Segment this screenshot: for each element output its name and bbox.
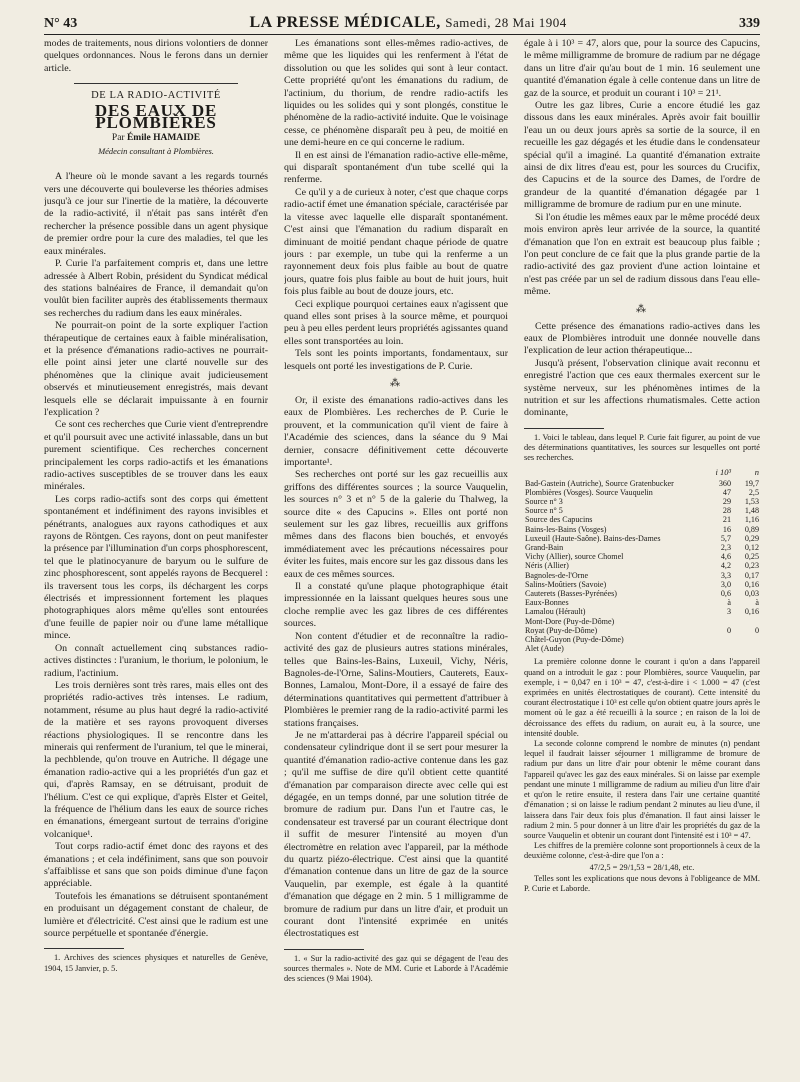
- table-cell-n: 19,7: [744, 478, 759, 488]
- column-1: [44, 38, 268, 1062]
- table-cell-n: 0,12: [744, 543, 759, 553]
- table-cell-n: [732, 635, 760, 644]
- table-cell-source: Source n° 3: [525, 497, 563, 506]
- table-cell-n: à: [755, 598, 759, 608]
- table-row: [524, 534, 760, 543]
- table-row: [524, 635, 760, 644]
- table-cell-source: Source n° 5: [525, 506, 563, 516]
- paragraph: Tels sont les points importants, fondamentaux, sur lesquels ont porté les investigations de P. Curie.: [284, 348, 508, 372]
- table-cell-i: 360: [718, 478, 731, 488]
- table-row: [524, 617, 760, 626]
- paragraph: Les corps radio-actifs sont des corps qui émettent spontanément et indéfiniment des rayons invisibles et pénétrants, analogues aux rayons cathodiques et aux rayons de Röntgen. Ces rayons, dont on peut manifester la présence par l'illumination d'un corps phosphorescent, tel que le platinocyanure de baryum ou le sulfure de zinc phosphorescent, sont appelés rayons de Becquerel : ils traversent tous les corps, ils déchargent les corps électrisés et impressionnent fortement les plaques photographiques alors même qu'elles sont entourées d'une feuille de papier noir ou d'une lame métallique mince.: [44, 493, 268, 642]
- table-cell-source: Néris (Allier): [525, 561, 569, 571]
- paragraph: Non content d'étudier et de reconnaître la radio-activité des gaz de plusieurs autres stations minérales, telles que Bains-les-Bains, Luxeuil, Vichy, Néris, Bagnoles-de-l'Orne, Salins-Moutiers, Cauterets, Eaux-Bonnes, Lamalou, Mont-Dore, il a essayé de faire des déterminations quantitatives qui permettent d'attribuer à Plombières le premier rang de la radio-activité parmi les stations françaises.: [284, 630, 508, 729]
- table-row: [524, 561, 760, 570]
- table-cell-n: [732, 617, 760, 626]
- proportion-formula: 47/2,5 = 29/1,53 = 28/1,48, etc.: [589, 862, 695, 872]
- paragraph: On connaît actuellement cinq substances radio-actives distinctes : l'uranium, le thorium, le polonium, le radium, l'actinium.: [44, 642, 268, 679]
- table-cell-source: Source des Capucins: [525, 515, 593, 525]
- paragraph: Or, il existe des émanations radio-actives dans les eaux de Plombières. Les recherches de P. Curie le prouvent, et la communication qu'il vient de faire à l'Académie des sciences, dans la séance du 9 Mai dernier, consacre définitivement cette découverte importante¹.: [284, 394, 508, 468]
- table-cell-source: Châtel-Guyon (Puy-de-Dôme): [525, 635, 624, 645]
- table-header-n: n: [754, 467, 759, 478]
- table-cell-source: Cauterets (Basses-Pyrénées): [525, 589, 617, 599]
- section-separator-stars: ⁂: [636, 303, 648, 315]
- author-affiliation: Médecin consultant à Plombières.: [98, 145, 214, 156]
- article-kicker: DE LA RADIO-ACTIVITÉ: [91, 90, 221, 102]
- table-cell-i: 47: [722, 487, 731, 497]
- table-cell-source: Bains-les-Bains (Vosges): [525, 524, 607, 534]
- paragraph: Cette présence des émanations radio-actives dans les eaux de Plombières introduit une donnée nouvelle dans l'explication de leur action thérapeutique...: [524, 320, 760, 357]
- article-divider: [74, 83, 238, 84]
- paragraph: Il a constaté qu'une plaque photographique était impressionnée en la laissant quelques heures sous une cloche remplie avec les gaz libres de ces différentes sources.: [284, 581, 508, 630]
- paragraph: A l'heure où le monde savant a les regards tournés vers une découverte qui bouleverse les théories admises jusqu'à ce jour sur l'inertie de la matière, la découverte de la radio-activité, il n'était pas sans intérêt d'en rechercher la présence possible dans un agent physique de premier ordre pour la cure des maladies, tel que les eaux minérales.: [44, 171, 268, 257]
- paragraph: Tout corps radio-actif émet donc des rayons et des émanations ; et cela indéfiniment, sans que son pouvoir s'affaiblisse et sans que son poids diminue d'une façon appréciable.: [44, 841, 268, 890]
- table-row: [524, 543, 760, 552]
- paragraph: Les émanations sont elles-mêmes radio-actives, de même que les liquides qui les renferment à l'état de dissolution ou que les solides qui sont à leur contact. Cette propriété qu'ont les émanations du radium, de l'actinium, du thorium, de rendre radio-actifs les liquides ou les solides qui y sont plongés, constitue le phénomène de la radio-activité induite. Que le voisinage cesse, ce phénomène disparaît peu à peu, de moitié en une demi-heure en ce qui concerne le radium.: [284, 38, 508, 149]
- table-cell-source: Alet (Aude): [525, 644, 564, 654]
- table-cell-i: [704, 644, 732, 653]
- table-cell-source: Lamalou (Hérault): [525, 607, 586, 617]
- table-cell-n: 2,5: [748, 487, 759, 497]
- table-row: [524, 497, 760, 506]
- page-header: [44, 10, 760, 35]
- paragraph: P. Curie l'a parfaitement compris et, dans une lettre adressée à Albert Robin, président du Syndicat médical des stations balnéaires de France, il demandait qu'on voulût bien faciliter auprès des établissements thermaux ses recherches du radium dans les eaux minérales.: [44, 258, 268, 319]
- table-row: [524, 580, 760, 589]
- table-cell-n: 1,16: [744, 515, 759, 525]
- table-cell-source: Salins-Moûtiers (Savoie): [525, 579, 607, 589]
- table-cell-source: Luxeuil (Haute-Saône). Bains-des-Dames: [525, 533, 661, 543]
- table-cell-i: 5,7: [720, 533, 731, 543]
- paragraph: Les trois dernières sont très rares, mais elles ont des propriétés radio-actives très intenses. Le radium, notamment, résume au plus haut degré la radio-activité de la matière et ses rayons provoquent diverses réactions physiologiques. Il se rencontre dans les minerais qui renferment de l'uranium, tel que le minerai, la pechblende, qu'on trouve en Autriche. Il dégage une émanation radio-active qui a les propriétés d'un gaz et qui, d'après Ramsay, en se détruisant, produit de l'hélium. C'est ce qui explique, d'après Elster et Geitel, la fréquence de l'hélium dans les eaux de source riches en émanations, émergeant surtout de terrains d'origine volcanique¹.: [44, 679, 268, 840]
- byline-prefix: Par: [111, 133, 125, 144]
- table-note-paragraph: La seconde colonne comprend le nombre de minutes (n) pendant lequel il faudrait laisser séjourner 1 milligramme de bromure de radium pur dans un litre d'air pour obtenir le même courant dans l'appareil qu'avec les gaz des eaux minérales. Si on laisse par exemple pendant une minute 1 milligramme de radium au milieu d'un litre d'air et qu'on le retire ensuite, il restera dans l'air une certaine quantité d'émanation ; si on laisse le radium pendant 2 minutes au lieu d'une, il laissera dans l'air deux fois plus d'émanation. Il faut ainsi laisser le radium 2 min. 5 pour donner à un litre d'air les propriétés du gaz de la source Vauquelin et obtenir un courant dont l'intensité est i 10³ = 47.: [524, 739, 760, 840]
- table-row: [524, 525, 760, 534]
- footnote-divider: [284, 949, 364, 950]
- paragraph: égale à i 10³ = 47, alors que, pour la source des Capucins, le même milligramme de bromure de radium par ne dégage dans un litre d'air qu'au bout de 1 min. 16 seulement une quantité d'émanation égale à celle contenue dans un litre de gaz de la source, et produit un courant i 10³ = 21¹.: [524, 38, 760, 99]
- article-title: DES EAUX DE PLOMBIÈRES: [94, 100, 218, 133]
- table-row: [524, 515, 760, 524]
- table-cell-i: 0: [726, 625, 731, 635]
- table-cell-n: 1,53: [744, 497, 759, 506]
- author-name: Émile HAMAIDE: [126, 133, 201, 144]
- table-cell-i: 21: [722, 515, 731, 525]
- journal-title: [249, 14, 566, 32]
- column-2: [284, 38, 508, 1062]
- table-row: [524, 506, 760, 515]
- table-cell-n: 0,17: [744, 570, 759, 580]
- table-header-i: i 10³: [715, 467, 731, 478]
- paragraph: Si l'on étudie les mêmes eaux par le même procédé deux mois environ après leur arrivée de la source, la quantité d'émanation que l'on en extrait est beaucoup plus faible ; l'on peut conclure de ce fait que la plus grande partie de la radio-activité des gaz provient d'une action lointaine et n'est pas créée par un sel de radium dissous dans l'eau elle-même.: [524, 211, 760, 298]
- table-cell-source: Vichy (Allier), source Chomel: [525, 552, 624, 562]
- footnote-divider: [524, 428, 604, 429]
- table-cell-i: 29: [722, 497, 731, 506]
- radioactivity-table: [524, 467, 760, 653]
- table-cell-n: 0,16: [744, 607, 759, 617]
- table-cell-source: Plombières (Vosges). Source Vauquelin: [525, 487, 653, 497]
- table-row: [524, 571, 760, 580]
- table-cell-n: 0,89: [744, 524, 759, 534]
- table-note-intro: 1. Voici le tableau, dans lequel P. Curie fait figurer, au point de vue des déterminations quantitatives, les sources sur lesquelles ont porté ses recherches.: [524, 432, 760, 463]
- table-cell-n: 0,23: [744, 561, 759, 571]
- page-number: 339: [738, 16, 760, 31]
- table-cell-n: 0,29: [744, 533, 759, 543]
- table-cell-source: Mont-Dore (Puy-de-Dôme): [525, 616, 615, 626]
- table-cell-source: Grand-Bain: [525, 543, 564, 553]
- table-cell-n: 0,25: [744, 552, 759, 562]
- issue-date: Samedi, 28 Mai 1904: [445, 15, 567, 30]
- previous-article-end: modes de traitements, nous dirions volontiers de donner quelques ordonnances. Nous le ferons dans un dernier article.: [44, 38, 268, 74]
- paragraph: Ce sont ces recherches que Curie vient d'entreprendre et qu'il poursuit avec une activité inlassable, dans un but purement scientifique. Ces recherches concernent principalement les corps radio-actifs et les émanations radio-actives susceptibles de se trouver dans les eaux minérales.: [44, 419, 268, 493]
- table-header-row: [524, 467, 760, 478]
- table-row: [524, 626, 760, 635]
- table-cell-i: 3,0: [720, 579, 731, 589]
- table-row: [524, 479, 760, 488]
- table-cell-i: 0,6: [720, 589, 731, 599]
- table-cell-source: Bagnoles-de-l'Orne: [525, 570, 589, 580]
- table-cell-source: Eaux-Bonnes: [525, 598, 569, 608]
- paragraph: Jusqu'à présent, l'observation clinique avait reconnu et enregistré l'action que ces eaux thermales exercent sur le système nerveux, sur les phénomènes intimes de la nutrition et sur les affections rhumatismales. Cette action dominante,: [524, 357, 760, 419]
- paragraph: Ne pourrait-on point de la sorte expliquer l'action thérapeutique de certaines eaux à faible minéralisation, et la présence d'émanations radio-actives ne pourrait-elle point ainsi jeter une clarté nouvelle sur des phénomènes que la clinique avait judicieusement observés et minutieusement enregistrés, mais devant lesquels elle se déclarait impuissante à en fournir l'explication ?: [44, 320, 268, 418]
- table-cell-i: à: [727, 598, 731, 608]
- journal-name: LA PRESSE MÉDICALE,: [249, 14, 441, 31]
- table-cell-n: [732, 644, 760, 653]
- table-cell-i: 28: [722, 506, 731, 516]
- table-cell-i: 16: [722, 524, 731, 534]
- table-row: [524, 488, 760, 497]
- table-cell-n: 1,48: [744, 506, 759, 516]
- table-row: [524, 607, 760, 616]
- paragraph: Toutefois les émanations se détruisent spontanément en produisant un dégagement constant de chaleur, de lumière et d'électricité. C'est ainsi que le radium est une source perpétuelle et spontanée d'énergie.: [44, 890, 268, 940]
- column-3: [524, 38, 760, 1062]
- table-cell-i: 3,3: [720, 570, 731, 580]
- table-row: [524, 644, 760, 653]
- paragraph: Ceci explique pourquoi certaines eaux n'agissent que quand elles sont prises à la source même, et pourquoi peu à peu elles perdent leurs propriétés agissantes quand elles sont transportées au loin.: [284, 298, 508, 347]
- table-row: [524, 589, 760, 598]
- table-note-paragraph: Telles sont les explications que nous devons à l'obligeance de MM. P. Curie et Laborde.: [524, 873, 760, 894]
- table-cell-n: 0,03: [744, 589, 759, 599]
- table-cell-source: Bad-Gastein (Autriche), Source Gratenbucker: [525, 478, 674, 488]
- footnote: 1. Archives des sciences physiques et naturelles de Genève, 1904, 15 Janvier, p. 5.: [44, 953, 268, 973]
- table-cell-source: Royat (Puy-de-Dôme): [525, 625, 598, 635]
- paragraph: Outre les gaz libres, Curie a encore étudié les gaz dissous dans les eaux minérales. Après avoir fait bouillir l'eau un ou deux jours après sa sortie de la source, il en recueille les gaz dégagés et les étudie dans le condensateur spécial qu'il a imaginé. La quantité d'émanation extraite ainsi de dix litres d'eau est, pour les sources du Crucifix, des Capucins et de la source des Dames, de l'ordre de grandeur de la quantité d'émanation dégagée par 1 milligramme de bromure de radium pur en une minute.: [524, 100, 760, 211]
- table-note-paragraph: La première colonne donne le courant i qu'on a dans l'appareil quand on a introduit le gaz : pour Plombières, source Vauquelin, par exemple, i = 0,047 en i 10³ = 47, c'est-à-dire i < 1.000 = 47 (c'est exprimées en unités électrostatiques de courant). Cette intensité du courant électrostatique i 10³ est celle qu'on obtient quatre jours après le moment où le gaz a été recueilli à la source ; en raison de la loi de décroissance des effets du radium, on aurait eu, à la source, une intensité double.: [524, 657, 760, 738]
- table-cell-i: 2,3: [720, 543, 731, 553]
- table-note-paragraph: Les chiffres de la première colonne sont proportionnels à ceux de la deuxième colonne, c'est-à-dire que l'on a :: [524, 841, 760, 861]
- table-cell-i: 4,6: [720, 552, 731, 562]
- issue-number: N° 43: [44, 16, 78, 31]
- paragraph: Il en est ainsi de l'émanation radio-active elle-même, qui disparaît spontanément d'un tube scellé qui la renferme.: [284, 149, 508, 186]
- table-cell-i: 4,2: [720, 561, 731, 571]
- table-row: [524, 552, 760, 561]
- paragraph: Je ne m'attarderai pas à décrire l'appareil spécial ou condensateur cylindrique dont il se sert pour mesurer la quantité d'émanation radio-active contenue dans les gaz ; qu'il me suffise de dire qu'il obtient cette quantité d'émanation par comparaison directe avec celle qui est dégagée, en un temps donné, par une solution titrée de bromure de radium pur. Dans l'un et l'autre cas, le condensateur est traversé par un courant électrique dont il suffit de mesurer l'intensité au moyen d'un électromètre en relation avec l'appareil, par la méthode du quartz piézo-électrique. C'est ainsi que la quantité d'émanation contenue dans un litre de gaz de la source Vauquelin, par exemple, est égale à la quantité d'émanation que dégage en 2 min. 5 1 milligramme de bromure de radium pur dans un litre d'air, et produit un courant dont l'intensité exprimée en unités électrostatiques est: [284, 729, 508, 940]
- byline: [44, 132, 268, 144]
- footnote-divider: [44, 948, 124, 949]
- table-cell-i: [704, 617, 732, 626]
- paragraph: Ses recherches ont porté sur les gaz recueillis aux griffons des différentes sources ; la source Vauquelin, les sources n° 3 et n° 5 de la galerie du Thalweg, la source dite « des Capucins ». Elles ont porté non seulement sur les gaz libres, recueillis aux griffons mêmes dans des flacons bien bouchés, et envoyés immédiatement avec les précautions nécessaires pour éviter les fuites, mais encore sur les gaz dissous dans les eaux de ces mêmes sources.: [284, 469, 508, 580]
- table-cell-n: 0: [754, 625, 759, 635]
- table-cell-n: 0,16: [744, 579, 759, 589]
- footnote: 1. « Sur la radio-activité des gaz qui se dégagent de l'eau des sources thermales ». Note de MM. Curie et Laborde à l'Académie des sciences (9 Mai 1904).: [284, 953, 508, 984]
- paragraph: Ce qu'il y a de curieux à noter, c'est que chaque corps radio-actif émet une émanation spéciale, caractérisée par la vitesse avec laquelle elle disparaît spontanément. C'est ainsi que l'émanation du radium disparaît en diminuant de moitié pendant chaque période de quatre jours : par exemple, un tube qui la renferme a un rayonnement deux fois plus faible au bout de quatre jours, quatre fois plus faible au bout de huit jours, huit fois plus faible au bout de douze jours, etc.: [284, 186, 508, 298]
- table-row: [524, 598, 760, 607]
- table-cell-i: 3: [726, 607, 731, 617]
- table-cell-i: [704, 635, 732, 644]
- section-separator-stars: ⁂: [390, 377, 402, 389]
